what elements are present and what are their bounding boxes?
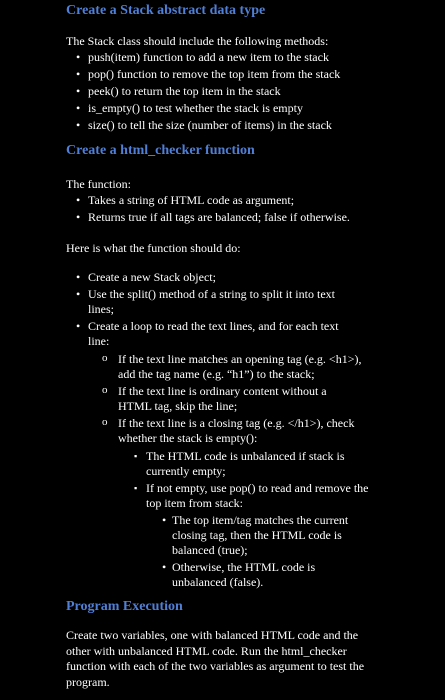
steps [66,270,386,349]
list-item: • Use the split() method of a string to split it into text lines; [66,287,350,317]
results [66,513,386,590]
list-item: • The top item/tag matches the current closing tag, then the HTML code is balanced (true); [66,513,374,558]
list-item: • Returns true if all tags are balanced; false if otherwise. [66,210,396,225]
what-intro: Here is what the function should do: [66,241,241,255]
function-description [66,177,396,225]
list-item: • size() to tell the size (number of items) in the stack [66,118,396,133]
section-stack [66,2,366,20]
stack-methods [66,34,396,133]
checks-list [66,449,386,511]
steps-list [66,270,386,349]
list-item: • Takes a string of HTML code as argument; [66,193,396,208]
list-item: • push(item) function to add a new item to the stack [66,50,396,65]
heading-stack-adt: Create a Stack abstract data type [66,3,266,18]
list-item: • peek() to return the top item in the stack [66,84,396,99]
list-item: • Create a new Stack object; [66,270,386,285]
substeps [66,352,386,446]
list-item: ▪ If not empty, use pop() to read and remove the top item from stack: [66,481,372,511]
stack-methods-list [66,50,396,133]
function-intro: The function: [66,177,131,191]
function-items-list [66,193,396,225]
list-item: o If the text line is ordinary content without a HTML tag, skip the line; [66,384,356,414]
checks [66,449,386,511]
list-item: • Create a loop to read the text lines, and for each text line: [66,319,350,349]
list-item: ▪ The HTML code is unbalanced if stack is currently empty; [66,449,368,479]
stack-intro: The Stack class should include the following methods: [66,34,329,48]
heading-program-execution: Program Execution [66,599,183,614]
substeps-list [66,352,386,446]
list-item: • Otherwise, the HTML code is unbalanced (false). [66,560,352,590]
heading-html-checker: Create a html_checker function [66,143,255,158]
list-item: o If the text line is a closing tag (e.g. </h1>), check whether the stack is empty(): [66,416,380,446]
program-execution-body: Create two variables, one with balanced HTML code and the other with unbalanced HTML code. Run the html_checker function with each of the two variables as argument to test the program. [66,628,365,689]
section-html-checker [66,142,386,160]
list-item: o If the text line matches an opening tag (e.g. <h1>), add the tag name (e.g. “h1”) to the stack; [66,352,380,382]
list-item: • pop() function to remove the top item from the stack [66,67,396,82]
results-list [66,513,386,590]
list-item: • is_empty() to test whether the stack is empty [66,101,396,116]
section-program-execution [66,598,386,616]
